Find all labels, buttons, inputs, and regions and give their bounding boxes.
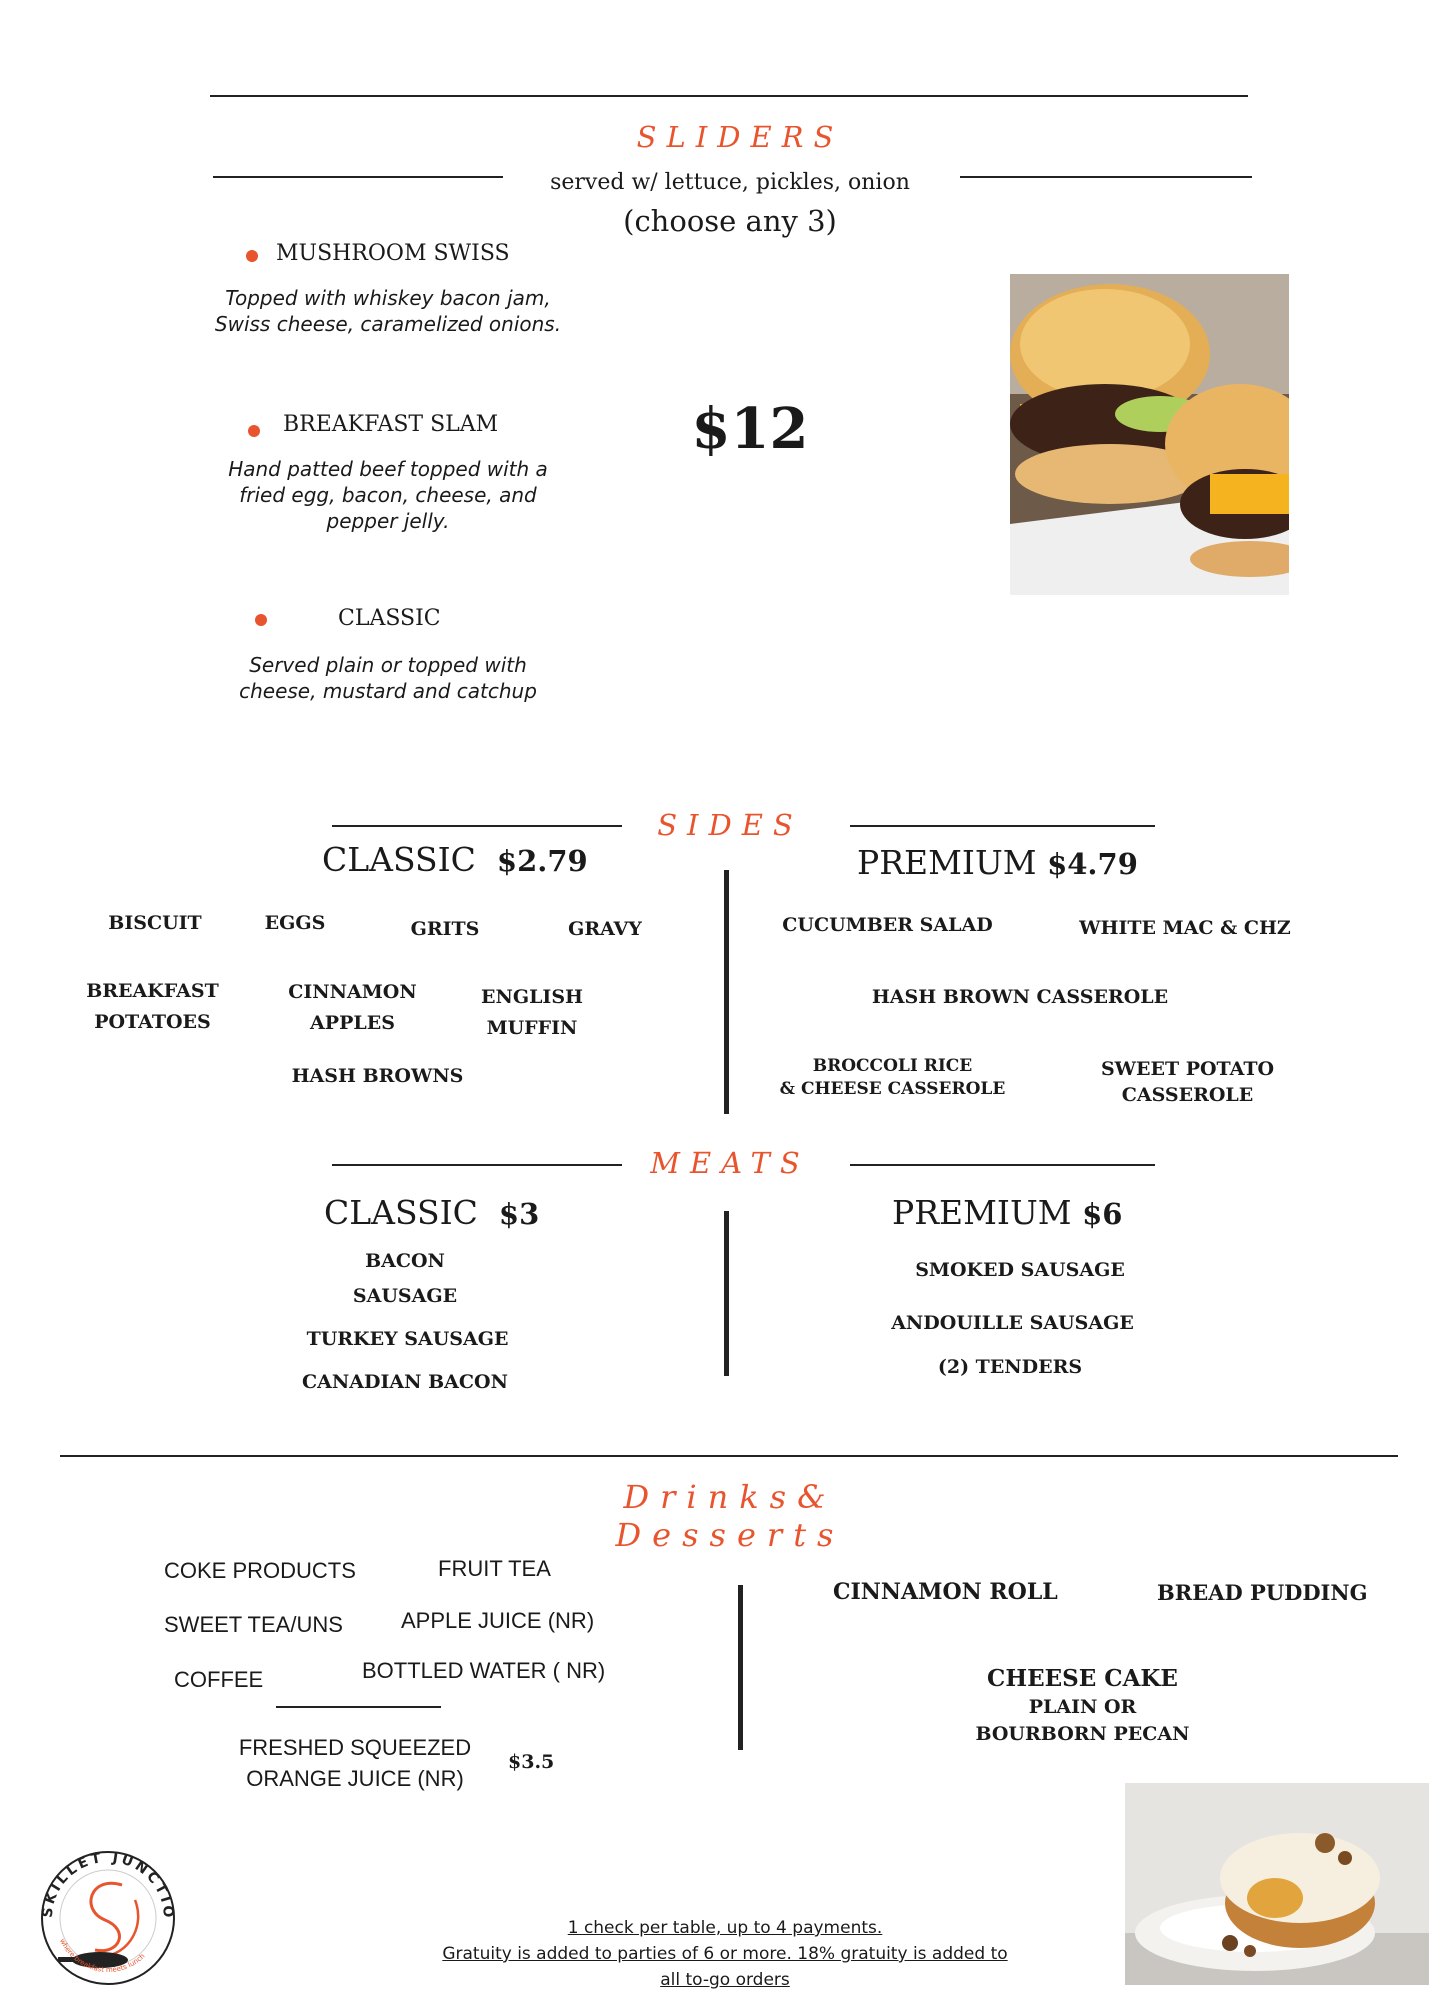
drinks-title: Drinks& Desserts	[615, 1478, 845, 1554]
drink-bottled-water: BOTTLED WATER ( NR)	[362, 1658, 606, 1683]
sides-rule-right	[850, 825, 1155, 827]
skillet-junction-logo	[30, 1840, 180, 1990]
meats-rule-right	[850, 1164, 1155, 1166]
sliders-price: $12	[691, 396, 809, 462]
drink-apple-juice: APPLE JUICE (NR)	[401, 1608, 595, 1633]
side-white-mac: WHITE MAC & CHZ	[1079, 917, 1291, 939]
drinks-divider	[738, 1585, 743, 1750]
meat-sausage: SAUSAGE	[352, 1285, 458, 1307]
drinks-short-rule	[276, 1706, 441, 1708]
svg-text:SKILLET JUNCTION: SKILLET JUNCTIO	[39, 1849, 177, 1922]
drink-orange-juice: FRESHED SQUEEZED ORANGE JUICE (NR)	[238, 1735, 472, 1791]
side-biscuit: BISCUIT	[108, 912, 202, 934]
drink-sweet-tea: SWEET TEA/UNS	[164, 1612, 343, 1637]
side-breakfast-potatoes: BREAKFAST POTATOES	[86, 980, 219, 1033]
sides-classic-heading: CLASSIC $2.79	[322, 840, 588, 879]
bullet-breakfast-slam	[248, 425, 260, 437]
side-broccoli-casserole: BROCCOLI RICE & CHEESE CASSEROLE	[779, 1056, 1006, 1099]
meats-classic-heading: CLASSIC $3	[324, 1193, 540, 1232]
drink-coke: COKE PRODUCTS	[164, 1558, 356, 1583]
side-eggs: EGGS	[264, 912, 326, 934]
dessert-cinnamon-roll: CINNAMON ROLL	[833, 1579, 1058, 1605]
sliders-choose: (choose any 3)	[623, 204, 837, 238]
sides-divider	[724, 870, 729, 1114]
sliders-rule-right	[960, 176, 1252, 178]
sliders-rule-left	[213, 176, 503, 178]
meat-tenders: (2) TENDERS	[937, 1356, 1083, 1378]
slider-desc-breakfast-slam: Hand patted beef topped with a fried egg, bacon, cheese, and pepper jelly.	[228, 457, 548, 533]
side-gravy: GRAVY	[568, 918, 642, 940]
side-hash-browns: HASH BROWNS	[291, 1065, 464, 1087]
footer-note: 1 check per table, up to 4 payments. Gratuity is added to parties of 6 or more. 18% gratuity is added to all to-go orders	[442, 1918, 1008, 1990]
sides-rule-left	[332, 825, 622, 827]
drink-fruit-tea: FRUIT TEA	[438, 1556, 551, 1581]
side-sweet-potato-casserole: SWEET POTATO CASSEROLE	[1100, 1058, 1275, 1106]
meat-canadian-bacon: CANADIAN BACON	[302, 1371, 508, 1393]
sides-title: SIDES	[657, 808, 803, 842]
meat-andouille-sausage: ANDOUILLE SAUSAGE	[891, 1312, 1134, 1334]
side-cucumber-salad: CUCUMBER SALAD	[782, 914, 993, 936]
sliders-title: SLIDERS	[636, 120, 844, 154]
meats-rule-left	[332, 1164, 622, 1166]
meats-divider	[724, 1211, 729, 1376]
sliders-subtitle: served w/ lettuce, pickles, onion	[550, 170, 910, 195]
dessert-cheese-cake: CHEESE CAKE PLAIN OR BOURBORN PECAN	[975, 1665, 1190, 1745]
bullet-mushroom	[246, 250, 258, 262]
drink-coffee: COFFEE	[174, 1667, 264, 1692]
top-rule	[210, 95, 1248, 97]
side-english-muffin: ENGLISH MUFFIN	[481, 986, 583, 1039]
slider-name-mushroom: MUSHROOM SWISS	[276, 241, 510, 266]
drinks-price: $3.5	[508, 1751, 555, 1773]
drinks-top-rule	[60, 1455, 1398, 1457]
side-grits: GRITS	[410, 918, 480, 940]
side-cinnamon-apples: CINNAMON APPLES	[288, 981, 417, 1034]
meat-turkey-sausage: TURKEY SAUSAGE	[306, 1328, 509, 1350]
slider-name-breakfast-slam: BREAKFAST SLAM	[283, 412, 499, 437]
meat-bacon: BACON	[365, 1250, 445, 1272]
slider-desc-classic: Served plain or topped with cheese, mustard and catchup	[239, 653, 537, 703]
meat-smoked-sausage: SMOKED SAUSAGE	[915, 1259, 1125, 1281]
meats-premium-heading: PREMIUM $6	[892, 1193, 1123, 1232]
meats-title: MEATS	[650, 1146, 810, 1180]
dessert-photo	[1125, 1783, 1429, 1985]
bullet-classic	[255, 614, 267, 626]
sides-premium-heading: PREMIUM $4.79	[857, 843, 1138, 882]
slider-name-classic: CLASSIC	[338, 606, 441, 631]
dessert-bread-pudding: BREAD PUDDING	[1157, 1580, 1368, 1605]
sliders-photo	[1010, 274, 1289, 595]
side-hash-brown-casserole: HASH BROWN CASSEROLE	[871, 986, 1169, 1008]
svg-text:where breakfast meets lunch: where breakfast meets lunch	[58, 1937, 147, 1975]
slider-desc-mushroom: Topped with whiskey bacon jam, Swiss cheese, caramelized onions.	[214, 286, 562, 336]
